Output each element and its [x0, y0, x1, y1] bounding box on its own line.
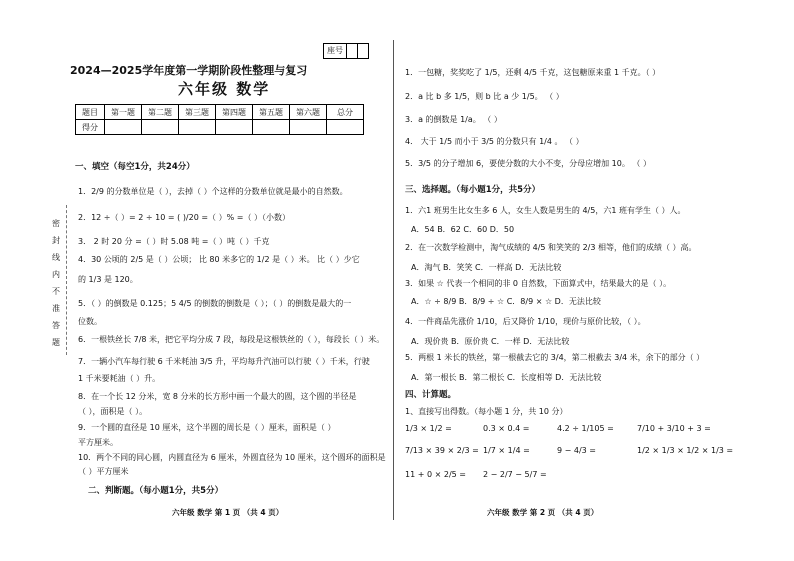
score-cell: 总分	[327, 105, 364, 120]
question-text: 5．（ ）的倒数是 0.125；5 4/5 的倒数的倒数是（ ）；（ ）的倒数是最大的一	[78, 299, 352, 308]
question-text: （ ），面积是（ ）。	[78, 407, 148, 416]
choice-question: 4．一件商品先涨价 1/10，后又降价 1/10，现价与原价比较，（ ）。	[405, 317, 646, 326]
score-input[interactable]	[253, 120, 290, 135]
calc-item: 4.2 ÷ 1/105 =	[557, 424, 614, 433]
choice-options: A．第一根长 B．第二根长 C．长度相等 D．无法比较	[411, 373, 602, 382]
section-choice-title: 三、选择题。（每小题1分，共5分）	[405, 185, 541, 195]
question-text: （ ）平方厘米	[78, 467, 129, 476]
question-text: 平方厘米。	[78, 438, 118, 447]
seat-number-box	[323, 43, 369, 59]
judge-item: 5．3/5 的分子增加 6，要使分数的大小不变，分母应增加 10。 （ ）	[405, 159, 651, 168]
question-text: 位数。	[78, 317, 102, 326]
score-cell: 第一题	[105, 105, 142, 120]
seat-label: 座号	[324, 44, 347, 58]
question-text: 8．在一个长 12 分米，宽 8 分米的长方形中画一个最大的圆，这个圆的半径是	[78, 392, 357, 401]
calc-item: 7/13 × 39 × 2/3 =	[405, 446, 479, 455]
calc-intro: 1、直接写出得数。（每小题 1 分，共 10 分）	[405, 407, 568, 416]
section-judge-title: 二、判断题。（每小题1分，共5分）	[88, 486, 224, 496]
seal-line-note: 密封线内不准答题	[52, 219, 60, 347]
score-input[interactable]	[216, 120, 253, 135]
question-text: 4．30 公顷的 2/5 是（ ）公顷； 比 80 米多它的 1/2 是（ ）米。 比（ ）少它	[78, 255, 360, 264]
choice-question: 2．在一次数学检测中，淘气成绩的 4/5 和笑笑的 2/3 相等，他们的成绩（ ）高。	[405, 243, 697, 252]
calc-item: 1/7 × 1/4 =	[483, 446, 530, 455]
score-table-header-row	[76, 105, 364, 120]
score-input[interactable]	[105, 120, 142, 135]
page-footer: 六年级 数学 第 1 页 （共 4 页）	[172, 508, 284, 517]
choice-question: 3．如果 ☆ 代表一个相同的非 0 自然数，下面算式中，结果最大的是（ ）。	[405, 279, 672, 288]
choice-question: 5．两根 1 米长的铁丝，第一根截去它的 3/4，第二根截去 3/4 米，余下的部分（ ）	[405, 353, 705, 362]
question-text: 1 千米要耗油（ ）升。	[78, 374, 161, 383]
calc-item: 2 − 2/7 − 5/7 =	[483, 470, 547, 479]
score-cell: 第三题	[179, 105, 216, 120]
exam-subtitle: 六年级 数学	[178, 80, 271, 98]
score-table-score-row	[76, 120, 364, 135]
question-text: 9．一个圆的直径是 10 厘米，这个半圆的周长是（ ）厘米，面积是（ ）	[78, 423, 336, 432]
seat-box-1[interactable]	[347, 44, 358, 58]
question-text: 6．一根铁丝长 7/8 米，把它平均分成 7 段，每段是这根铁丝的（ ），每段长（ ）米。	[78, 335, 385, 344]
calc-item: 9 − 4/3 =	[557, 446, 596, 455]
judge-item: 4． 大于 1/5 而小于 3/5 的分数只有 1/4 。 （ ）	[405, 137, 584, 146]
score-input[interactable]	[327, 120, 364, 135]
seat-box-2[interactable]	[358, 44, 368, 58]
calc-item: 0.3 × 0.4 =	[483, 424, 530, 433]
score-cell: 第六题	[290, 105, 327, 120]
score-cell: 第四题	[216, 105, 253, 120]
score-cell: 第二题	[142, 105, 179, 120]
calc-item: 7/10 + 3/10 + 3 =	[637, 424, 711, 433]
question-text: 10．两个不同的同心圆，内圆直径为 6 厘米，外圆直径为 10 厘米，这个圆环的面积是	[78, 453, 386, 462]
exam-title: 2024—2025学年度第一学期阶段性整理与复习	[70, 64, 308, 77]
choice-options: A．☆ ÷ 8/9 B．8/9 ÷ ☆ C．8/9 × ☆ D．无法比较	[411, 297, 601, 306]
calc-item: 1/3 × 1/2 =	[405, 424, 452, 433]
choice-options: A．淘气 B．笑笑 C．一样高 D．无法比较	[411, 263, 562, 272]
page-divider	[393, 40, 394, 520]
calc-item: 1/2 × 1/3 × 1/2 × 1/3 =	[637, 446, 734, 455]
question-text: 3． 2 时 20 分 =（ ）时 5.08 吨 =（ ）吨（ ）千克	[78, 237, 270, 246]
page-footer: 六年级 数学 第 2 页 （共 4 页）	[487, 508, 599, 517]
judge-item: 3．a 的倒数是 1/a。 （ ）	[405, 115, 502, 124]
calc-item: 11 + 0 × 2/5 =	[405, 470, 466, 479]
seal-line	[66, 205, 68, 355]
judge-item: 2．a 比 b 多 1/5，则 b 比 a 少 1/5。 （ ）	[405, 92, 564, 101]
score-input[interactable]	[290, 120, 327, 135]
score-cell: 题目	[76, 105, 105, 120]
page-2	[397, 0, 794, 561]
section-fill-blank-title: 一、填空（每空1分，共24分）	[75, 162, 195, 172]
section-calc-title: 四、计算题。	[405, 390, 457, 400]
question-text: 2．12 ÷（ ）= 2 ÷ 10 = ( )/20 =（ ）% =（ ）（小数）	[78, 213, 290, 222]
score-table	[75, 104, 364, 135]
question-text: 7．一辆小汽车每行驶 6 千米耗油 3/5 升，平均每升汽油可以行驶（ ）千米，行驶	[78, 357, 370, 366]
question-text: 1．2/9 的分数单位是（ ），去掉（ ）个这样的分数单位就是最小的自然数。	[78, 187, 348, 196]
score-cell: 得分	[76, 120, 105, 135]
choice-question: 1．六1 班男生比女生多 6 人，女生人数是男生的 4/5，六1 班有学生（ ）人。	[405, 206, 686, 215]
judge-item: 1．一包糖，奖奖吃了 1/5，还剩 4/5 千克，这包糖原来重 1 千克。（ ）	[405, 68, 661, 77]
score-input[interactable]	[142, 120, 179, 135]
question-text: 的 1/3 是 120。	[78, 275, 138, 284]
score-cell: 第五题	[253, 105, 290, 120]
choice-options: A．54 B．62 C．60 D．50	[411, 225, 515, 234]
choice-options: A．现价贵 B．原价贵 C．一样 D．无法比较	[411, 337, 570, 346]
score-input[interactable]	[179, 120, 216, 135]
